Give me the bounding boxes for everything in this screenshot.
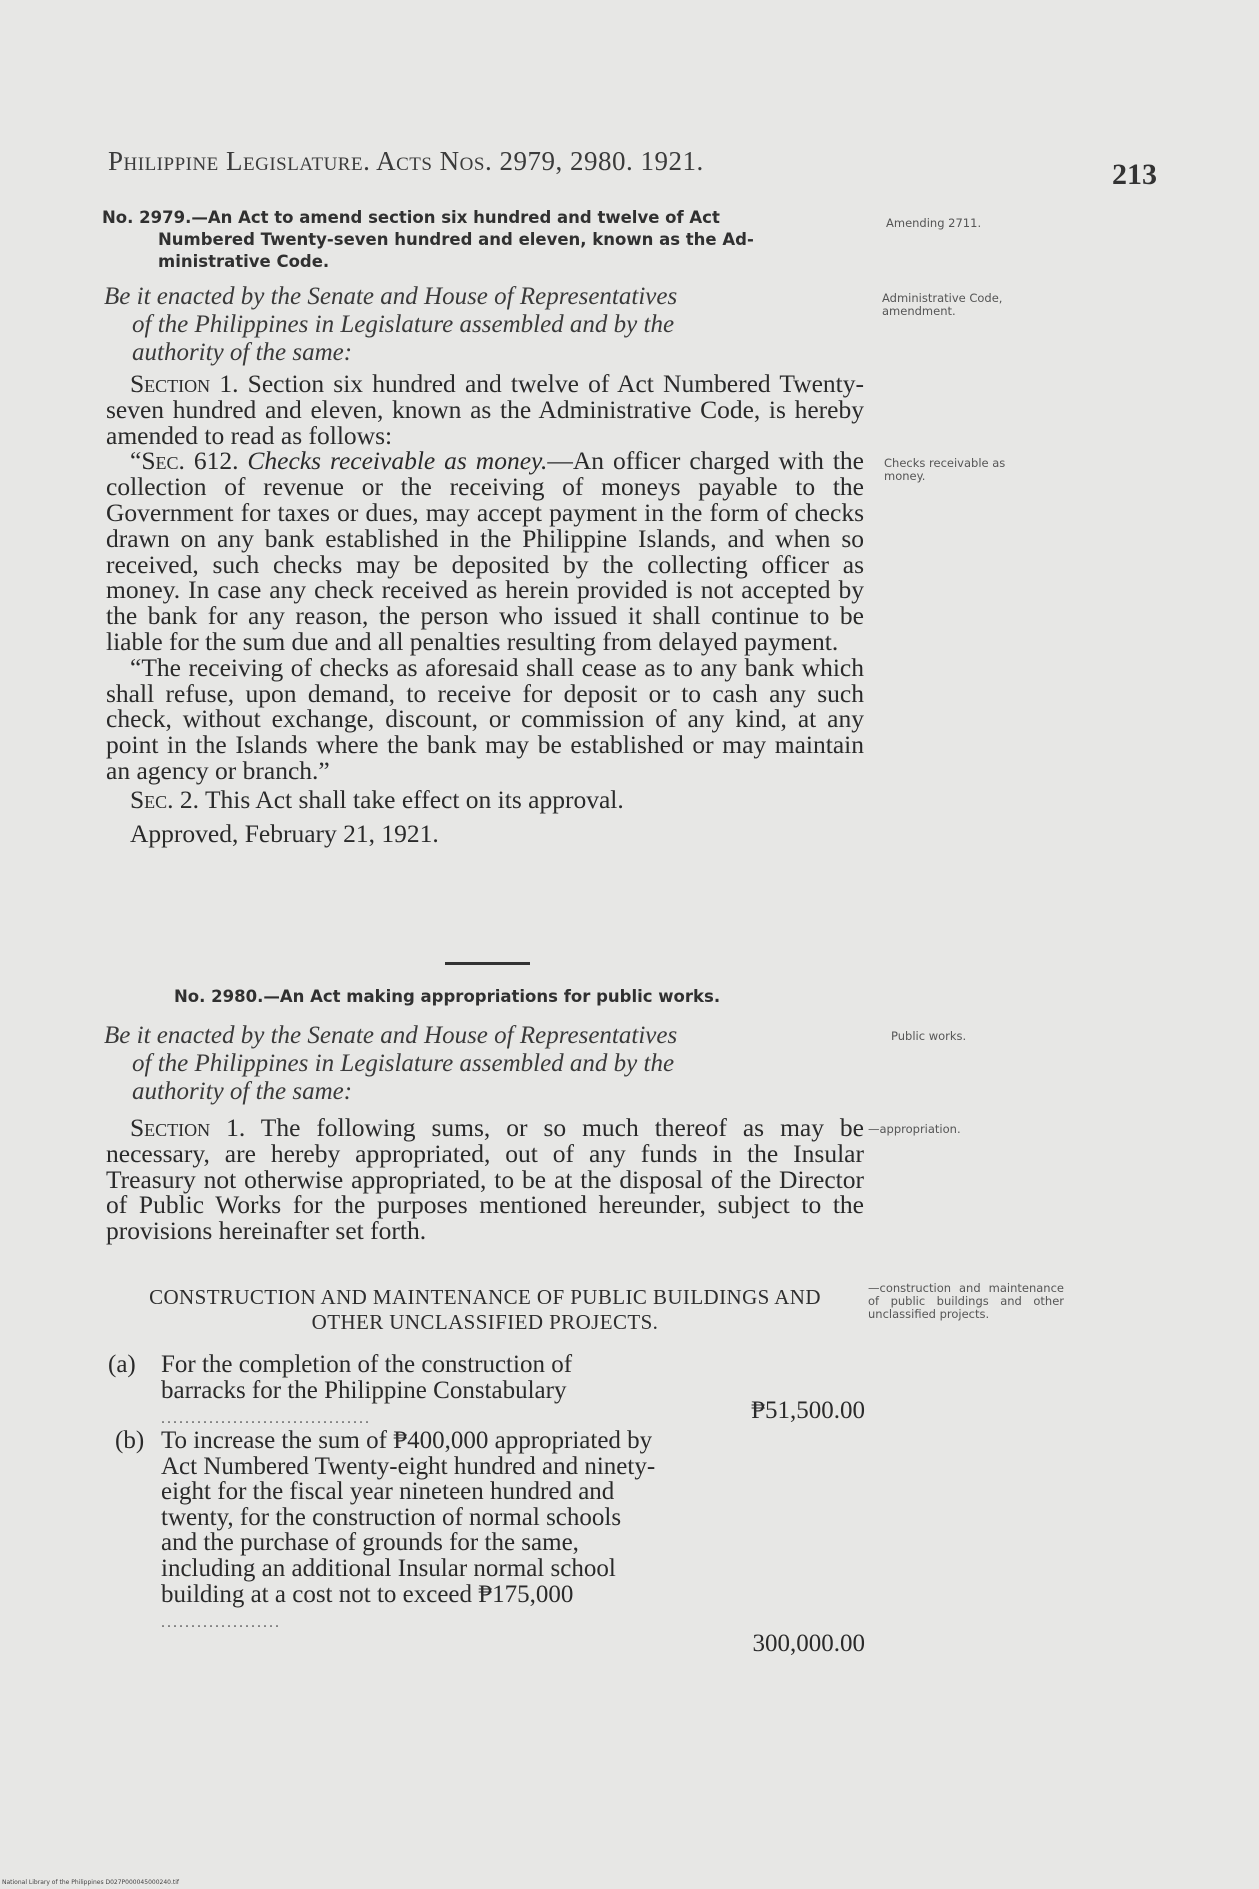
item-description: For the completion of the construction of barracks for the Philippine Constabulary	[161, 1351, 573, 1404]
subheading-line: CONSTRUCTION AND MAINTENANCE OF PUBLIC BUILDINGS AND	[149, 1285, 821, 1309]
section-label: Section 1.	[130, 1113, 246, 1142]
sec-612-paragraph	[106, 448, 864, 654]
item-mark: (b)	[115, 1427, 145, 1454]
act-2979-heading-line: Numbered Twenty-seven hundred and eleven, known as the Ad-	[158, 230, 754, 249]
subheading-line: OTHER UNCLASSIFIED PROJECTS.	[311, 1310, 659, 1334]
act-2979-heading-line: ministrative Code.	[158, 252, 330, 271]
act-2979-enacting-clause	[104, 283, 874, 367]
section-label: Section 1.	[130, 369, 239, 398]
leader-dots: ...................................	[161, 1410, 371, 1428]
act-2979-heading-line: No. 2979.—An Act to amend section six hundred and twelve of Act	[102, 208, 720, 227]
leader-dots: ....................	[161, 1614, 281, 1632]
checks-paragraph: “The receiving of checks as aforesaid shall cease as to any bank which shall refuse, upon demand, to receive for deposit or to cash any such check, without exchange, discount, or commission of any kind, at any point in the Islands where the bank may be established or may maintain an agency or branch.”	[106, 652, 864, 785]
item-text	[161, 1428, 658, 1636]
enacting-line: authority of the same:	[132, 339, 353, 366]
act-2980-enacting-clause	[104, 1022, 874, 1106]
act-2980-body	[106, 1115, 864, 1244]
section-text: —An officer charged with the collection of revenue or the receiving of moneys payable to the Government for taxes or dues, may accept payment in the form of checks drawn on any bank established in the Philippine Islands, and when so received, such checks may be deposited by the collecting officer as money. In case any check received as herein provided is not accepted by the bank for any reason, the person who issued it shall continue to be liable for the sum due and all penalties resulting from delayed payment.	[106, 446, 864, 656]
section-label: “Sec. 612.	[130, 446, 239, 476]
appropriation-item	[108, 1352, 668, 1432]
page-number: 213	[1112, 158, 1157, 191]
enacting-line: of the Philippines in Legislature assembled and by the	[132, 311, 675, 338]
item-amount: ₱51,500.00	[751, 1397, 865, 1424]
section-1-paragraph	[106, 1115, 864, 1244]
enacting-line: Be it enacted by the Senate and House of Representatives	[104, 283, 678, 310]
section-title: Checks receivable as money.	[247, 446, 548, 476]
section-divider	[445, 962, 530, 965]
item-amount: 300,000.00	[752, 1630, 865, 1657]
margin-note: Public works.	[891, 1029, 967, 1043]
appropriation-subheading	[105, 1285, 865, 1335]
item-text	[161, 1352, 651, 1432]
margin-note: —appropriation.	[868, 1122, 961, 1136]
act-2980-heading: No. 2980.—An Act making appropriations for public works.	[174, 987, 721, 1006]
act-2979-body	[106, 371, 864, 846]
item-mark: (a)	[108, 1351, 136, 1378]
margin-note: Amending 2711.	[886, 216, 982, 230]
section-label: Sec. 2.	[130, 784, 200, 814]
enacting-line: Be it enacted by the Senate and House of Representatives	[104, 1022, 678, 1049]
item-description: To increase the sum of ₱400,000 appropriated by Act Numbered Twenty-eight hundred and ninety-eight for the fiscal year nineteen hundred and twenty, for the construction of normal schools and the purchase of grounds for the same, including an additional Insular normal school building at a cost not to exceed ₱175,000	[161, 1427, 656, 1608]
section-2-paragraph	[106, 784, 864, 814]
approval-line: Approved, February 21, 1921.	[130, 818, 439, 848]
running-head: Philippine Legislature. Acts Nos. 2979, 2980. 1921.	[108, 146, 704, 176]
margin-note: —construction and maintenance of public buildings and other unclassified projects.	[868, 1281, 1064, 1321]
scan-footer: National Library of the Philippines D027P000045000240.tif	[2, 1879, 180, 1886]
section-text: The following sums, or so much thereof as may be necessary, are hereby appropriated, out of any funds in the Insular Treasury not otherwise appropriated, to be at the disposal of the Director of Public Works for the purposes mentioned hereunder, subject to the provisions hereinafter set forth.	[106, 1113, 864, 1246]
margin-note: Administrative Code, amendment.	[882, 291, 1003, 318]
enacting-line: of the Philippines in Legislature assembled and by the	[132, 1050, 675, 1077]
appropriation-item	[115, 1428, 675, 1668]
margin-note: Checks receivable as money.	[884, 456, 1006, 483]
act-2979-heading	[102, 207, 862, 273]
section-text: Section six hundred and twelve of Act Numbered Twenty-seven hundred and eleven, known as the Administrative Code, is hereby amended to read as follows:	[106, 369, 864, 450]
section-1-paragraph	[106, 371, 864, 448]
enacting-line: authority of the same:	[132, 1078, 353, 1105]
section-text: This Act shall take effect on its approval.	[204, 784, 624, 814]
